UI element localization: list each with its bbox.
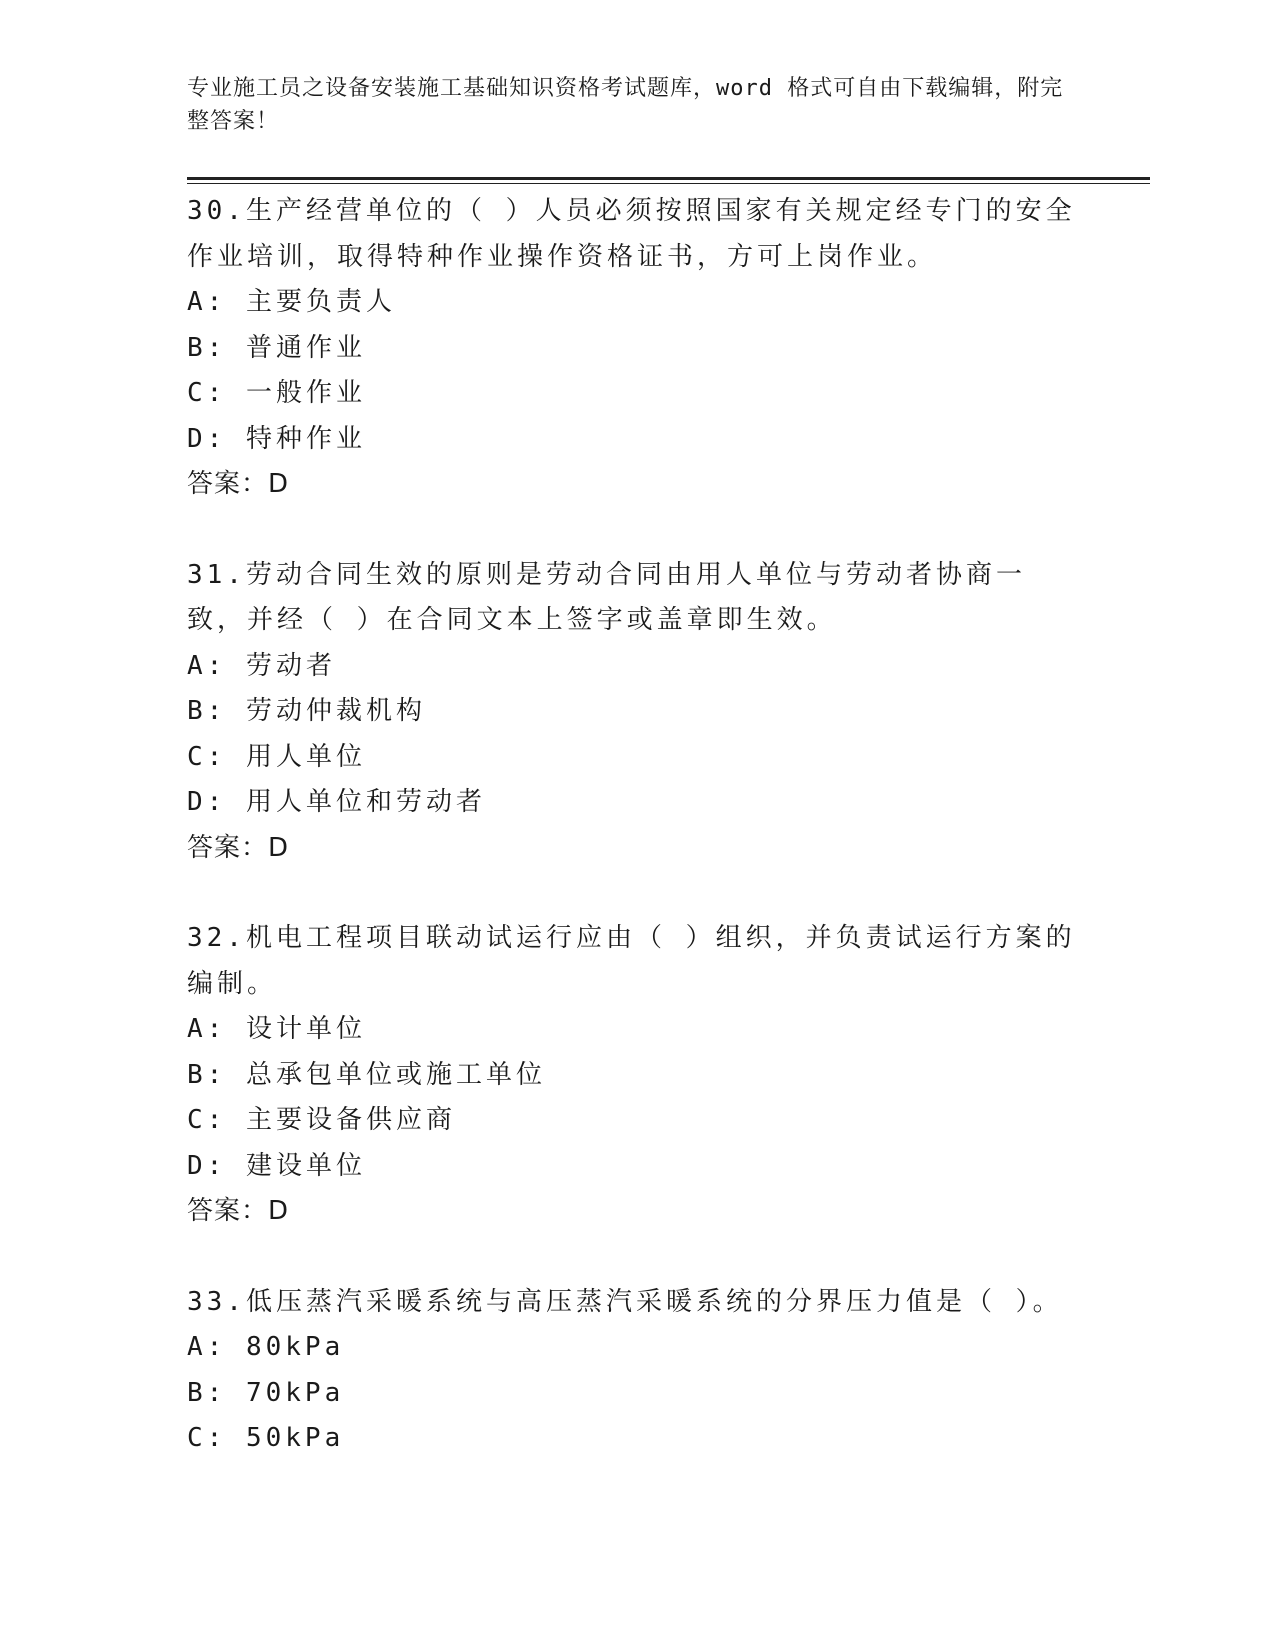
answer-option: A: 80kPa	[187, 1332, 345, 1362]
answer-option: D: 建设单位	[187, 1150, 366, 1181]
answer-option: B: 70kPa	[187, 1377, 345, 1408]
answer-option: C: 主要设备供应商	[187, 1105, 456, 1135]
answer-option: C: 一般作业	[187, 378, 366, 408]
document-header: 专业施工员之设备安装施工基础知识资格考试题库，word 格式可自由下载编辑，附完整答案！	[187, 76, 1064, 134]
question-stem: 31.劳动合同生效的原则是劳动合同由用人单位与劳动者协商一致，并经（ ）在合同文本上签字或盖章即生效。	[187, 559, 1026, 635]
question-list	[187, 189, 1077, 1507]
question-block	[187, 1280, 1077, 1462]
answer-option: B: 普通作业	[187, 332, 366, 363]
question-block	[187, 553, 1077, 872]
answer-option: B: 总承包单位或施工单位	[187, 1059, 546, 1090]
answer-option: C: 用人单位	[187, 741, 366, 772]
answer-option: A: 主要负责人	[187, 287, 396, 317]
answer-option: C: 50kPa	[187, 1423, 345, 1453]
header-divider-thin	[187, 183, 1150, 184]
answer-option: A: 设计单位	[187, 1014, 366, 1044]
answer-option: B: 劳动仲裁机构	[187, 696, 426, 726]
question-stem: 30.生产经营单位的（ ）人员必须按照国家有关规定经专门的安全作业培训，取得特种作业操作资格证书，方可上岗作业。	[187, 196, 1076, 272]
answer-option: D: 特种作业	[187, 423, 366, 454]
header-divider-thick	[187, 177, 1150, 180]
question-block	[187, 189, 1077, 508]
answer-key: 答案：D	[187, 832, 290, 863]
answer-option: D: 用人单位和劳动者	[187, 787, 486, 817]
answer-key: 答案：D	[187, 469, 290, 499]
question-block	[187, 916, 1077, 1235]
answer-option: A: 劳动者	[187, 650, 336, 681]
question-stem: 32.机电工程项目联动试运行应由（ ）组织，并负责试运行方案的编制。	[187, 923, 1076, 999]
question-stem: 33.低压蒸汽采暖系统与高压蒸汽采暖系统的分界压力值是（ ）。	[187, 1286, 1063, 1317]
answer-key: 答案：D	[187, 1196, 290, 1226]
